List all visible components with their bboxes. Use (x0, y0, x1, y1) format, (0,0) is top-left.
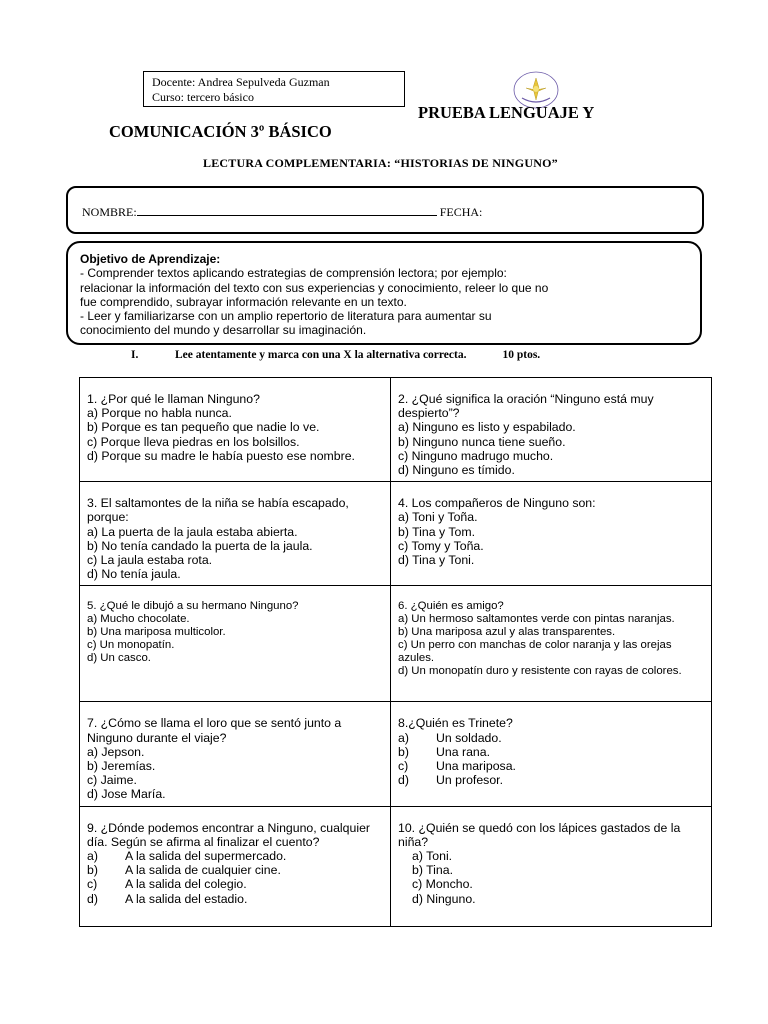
objective-line: relacionar la información del texto con sus experiencias y conocimiento, releer lo que no (80, 280, 549, 295)
objective-title: Objetivo de Aprendizaje: (80, 252, 221, 266)
date-label: FECHA: (439, 205, 483, 219)
option-d[interactable]: d) Un monopatín duro y resistente con rayas de colores. (398, 665, 682, 678)
objective-line: conocimiento del mundo y desarrollar su imaginación. (80, 323, 367, 338)
option-d[interactable]: d) No tenía jaula. (87, 567, 181, 582)
option-c[interactable]: c) A la salida del colegio. (87, 877, 247, 892)
option-a[interactable]: a) Toni. (412, 849, 453, 864)
question-text: 8.¿Quién es Trinete? (398, 716, 513, 731)
teacher-name: Docente: Andrea Sepulveda Guzman (152, 75, 330, 89)
question-text: 10. ¿Quién se quedó con los lápices gastados de la niña? (398, 820, 681, 849)
table-row (80, 702, 712, 806)
option-b[interactable]: b) Una mariposa azul y alas transparentes. (398, 626, 616, 639)
question-text: 2. ¿Qué significa la oración “Ninguno está muy despierto”? (398, 392, 654, 421)
option-d[interactable]: d) Un casco. (87, 652, 151, 665)
option-b[interactable]: b) Tina y Tom. (398, 524, 475, 539)
option-a[interactable]: a) Mucho chocolate. (87, 613, 190, 626)
table-row (80, 378, 712, 482)
question-cell-4 (391, 482, 712, 586)
option-b[interactable]: b) Ninguno nunca tiene sueño. (398, 434, 566, 449)
option-b[interactable]: b) Tina. (412, 863, 454, 878)
table-row (80, 806, 712, 926)
question-cell-3 (80, 482, 391, 586)
question-cell-6 (391, 586, 712, 702)
objective-line: - Comprender textos aplicando estrategias de comprensión lectora; por ejemplo: (80, 266, 507, 281)
option-c[interactable]: c) Moncho. (412, 877, 473, 892)
question-text: 9. ¿Dónde podemos encontrar a Ninguno, cualquier día. Según se afirma al finalizar el cuento? (87, 820, 371, 849)
question-text: 1. ¿Por qué le llaman Ninguno? (87, 392, 260, 406)
course-name: Curso: tercero básico (152, 90, 254, 104)
option-b[interactable]: b) Una rana. (398, 744, 491, 759)
option-a[interactable]: a) Un soldado. (398, 730, 502, 745)
option-d[interactable]: d) A la salida del estadio. (87, 891, 248, 906)
option-c[interactable]: c) Ninguno madrugo mucho. (398, 448, 554, 463)
option-a[interactable]: a) Jepson. (87, 744, 145, 759)
option-d[interactable]: d) Porque su madre le había puesto ese nombre. (87, 448, 355, 463)
option-d[interactable]: d) Ninguno es tímido. (398, 463, 515, 478)
table-row (80, 586, 712, 702)
question-text: 3. El saltamontes de la niña se había escapado, porque: (87, 496, 349, 525)
option-d[interactable]: d) Tina y Toni. (398, 553, 475, 568)
question-cell-7 (80, 702, 391, 806)
questions-table (79, 377, 712, 927)
option-a[interactable]: a) A la salida del supermercado. (87, 849, 287, 864)
objective-line: - Leer y familiarizarse con un amplio repertorio de literatura para aumentar su (80, 309, 492, 324)
option-a[interactable]: a) Toni y Toña. (398, 510, 478, 525)
question-cell-10 (391, 806, 712, 926)
option-c[interactable]: c) Una mariposa. (398, 759, 516, 774)
table-row (80, 482, 712, 586)
question-cell-1 (80, 378, 391, 482)
option-b[interactable]: b) Porque es tan pequeño que nadie lo ve. (87, 420, 320, 435)
instruction-points: 10 ptos. (502, 349, 541, 361)
objective-box (66, 241, 702, 345)
name-label: NOMBRE: (82, 205, 137, 219)
instruction-text: Lee atentamente y marca con una X la alternativa correcta. (175, 349, 467, 361)
question-cell-2 (391, 378, 712, 482)
subtitle: LECTURA COMPLEMENTARIA: “HISTORIAS DE NINGUNO” (203, 156, 558, 170)
question-cell-8 (391, 702, 712, 806)
question-text: 4. Los compañeros de Ninguno son: (398, 496, 596, 511)
option-c[interactable]: c) Jaime. (87, 773, 137, 788)
teacher-info-box (143, 71, 405, 107)
question-cell-5 (80, 586, 391, 702)
option-b[interactable]: b) Jeremías. (87, 759, 156, 774)
option-c[interactable]: c) La jaula estaba rota. (87, 553, 213, 568)
question-text: 7. ¿Cómo se llama el loro que se sentó junto a Ninguno durante el viaje? (87, 716, 342, 745)
name-field[interactable] (137, 204, 437, 216)
title-part-2: COMUNICACIÓN 3º BÁSICO (109, 122, 332, 141)
option-a[interactable]: a) Un hermoso saltamontes verde con pintas naranjas. (398, 613, 675, 626)
option-d[interactable]: d) Jose María. (87, 787, 166, 802)
option-b[interactable]: b) No tenía candado la puerta de la jaula. (87, 538, 313, 553)
option-a[interactable]: a) Ninguno es listo y espabilado. (398, 420, 576, 435)
option-a[interactable]: a) La puerta de la jaula estaba abierta. (87, 524, 298, 539)
student-info-box (66, 186, 704, 234)
option-b[interactable]: b) Una mariposa multicolor. (87, 626, 226, 639)
option-d[interactable]: d) Un profesor. (398, 773, 503, 788)
option-c[interactable]: c) Porque lleva piedras en los bolsillos. (87, 434, 300, 449)
option-d[interactable]: d) Ninguno. (412, 891, 476, 906)
option-b[interactable]: b) A la salida de cualquier cine. (87, 863, 281, 878)
question-cell-9 (80, 806, 391, 926)
option-a[interactable]: a) Porque no habla nunca. (87, 406, 232, 421)
objective-line: fue comprendido, subrayar información relevante en un texto. (80, 294, 407, 309)
option-c[interactable]: c) Tomy y Toña. (398, 538, 484, 553)
option-c[interactable]: c) Un monopatín. (87, 639, 175, 652)
title-part-1: PRUEBA LENGUAJE Y (418, 103, 595, 122)
instruction-number: I. (131, 349, 139, 361)
question-text: 5. ¿Qué le dibujó a su hermano Ninguno? (87, 600, 299, 613)
question-text: 6. ¿Quién es amigo? (398, 600, 504, 613)
option-c[interactable]: c) Un perro con manchas de color naranja y las orejas azules. (398, 639, 672, 665)
instruction-line (131, 349, 540, 361)
